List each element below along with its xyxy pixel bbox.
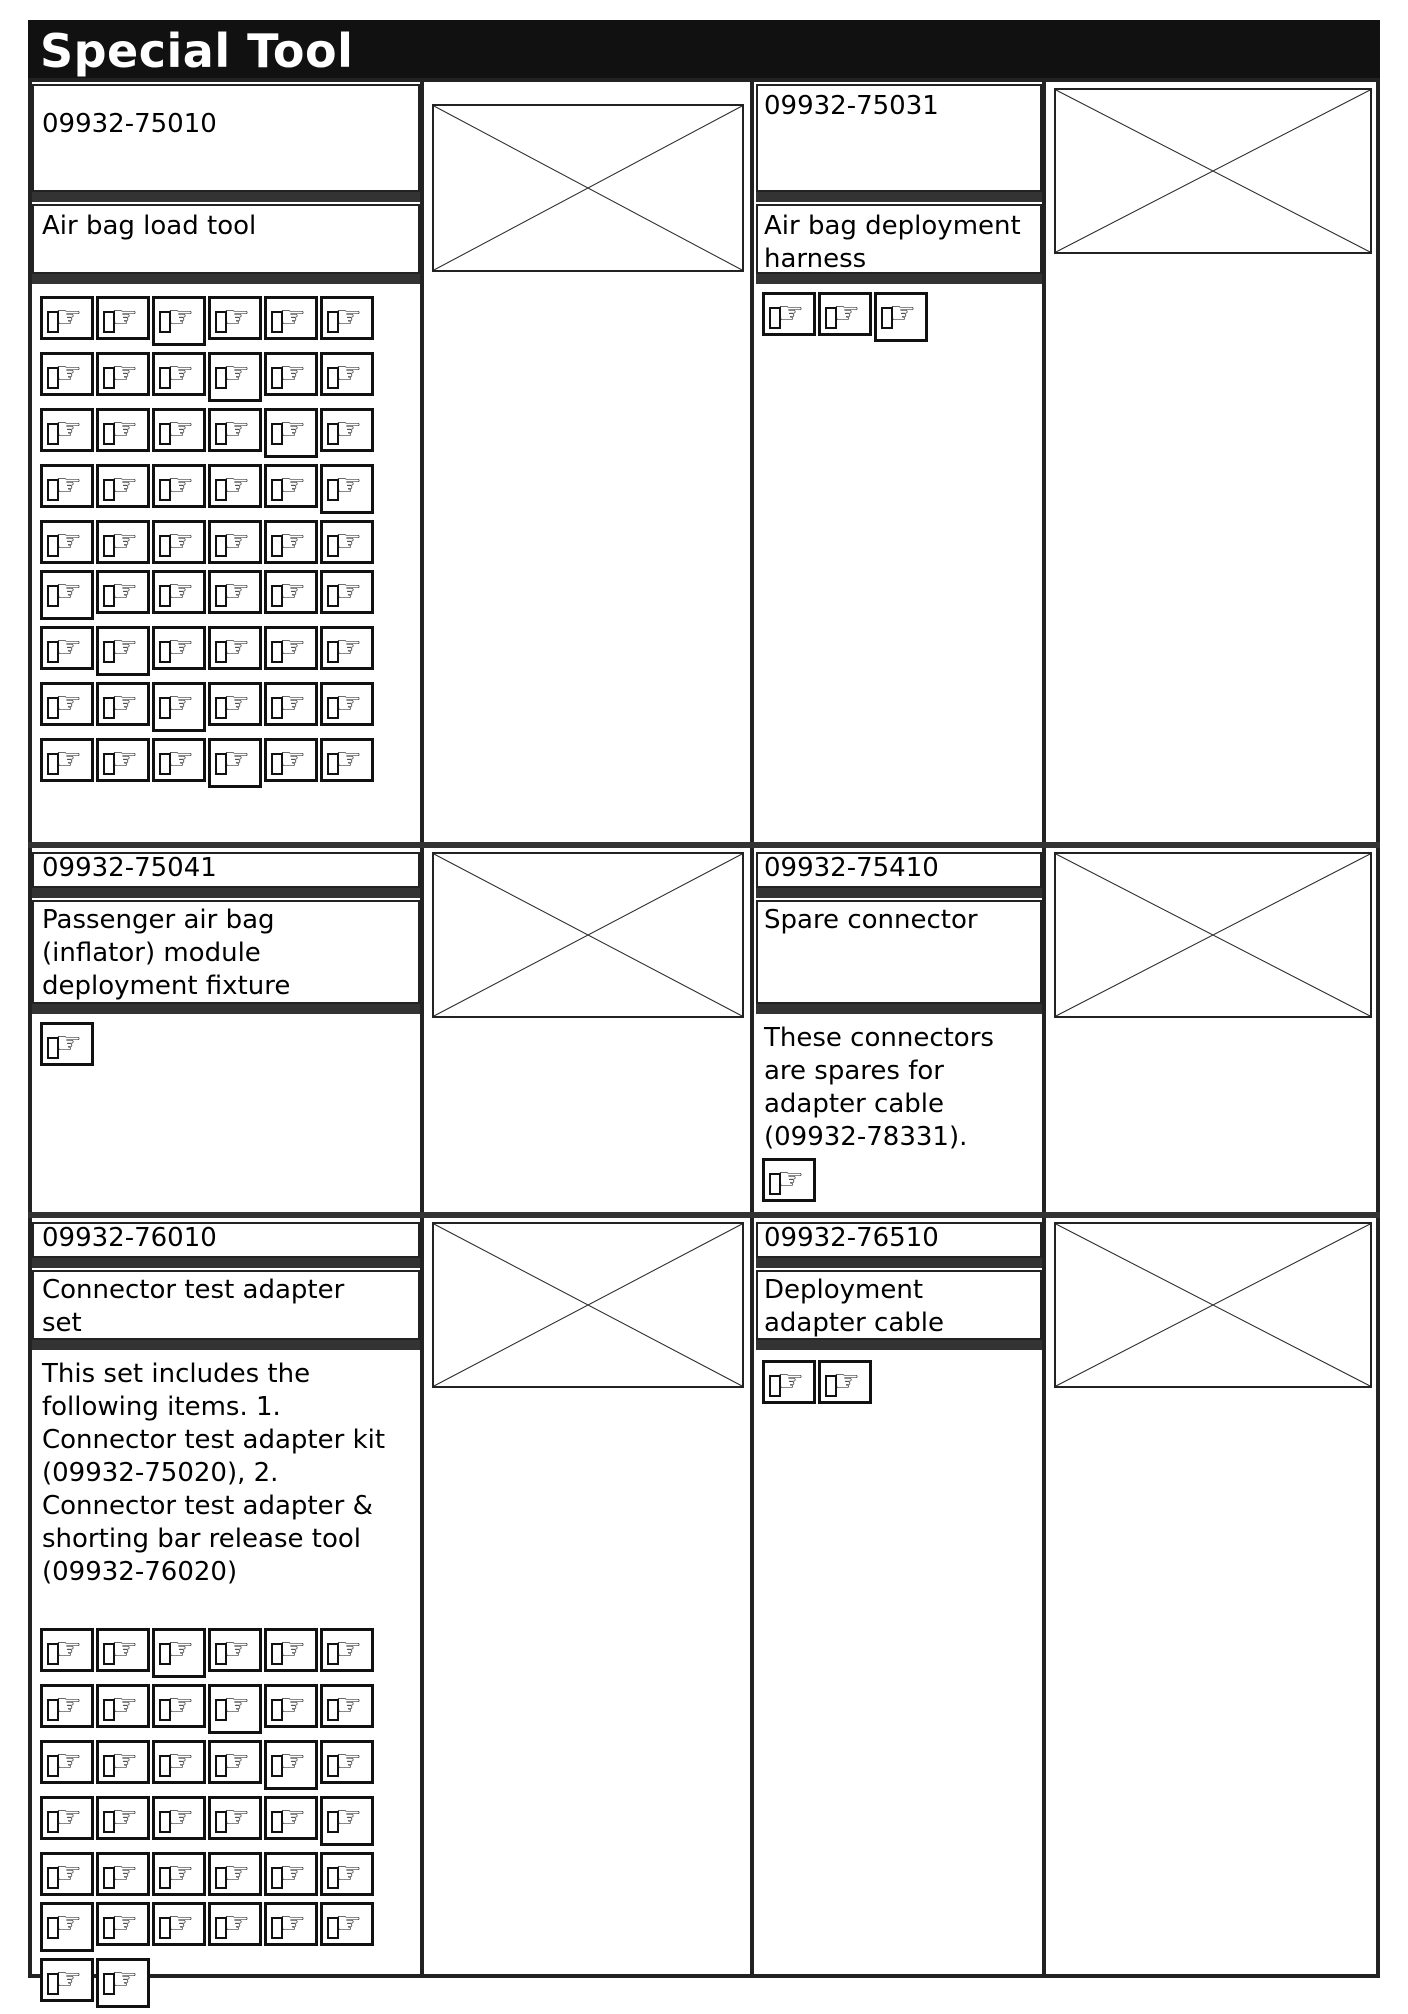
pointing-hand-icon[interactable] — [40, 1022, 94, 1066]
separator-band — [32, 888, 420, 898]
reference-icon-group — [40, 296, 410, 794]
pointing-hand-icon[interactable] — [208, 520, 262, 564]
separator-band — [756, 888, 1042, 898]
separator-band — [32, 192, 420, 202]
pointing-hand-icon[interactable] — [320, 408, 374, 452]
part-number: 09932-75410 — [764, 853, 939, 883]
pointing-hand-icon[interactable] — [208, 296, 262, 340]
pointing-hand-icon[interactable] — [96, 626, 150, 676]
pointing-hand-icon[interactable] — [152, 1628, 206, 1678]
pointing-hand-icon[interactable] — [96, 1902, 150, 1946]
pointing-hand-icon[interactable] — [320, 626, 374, 670]
tool-note: This set includes the following items. 1. Connector test adapter kit (09932-75020), 2. Connector test adapter & shorting bar release tool (09932-76020) — [42, 1359, 394, 1587]
pointing-hand-icon[interactable] — [818, 1360, 872, 1404]
tool-image-placeholder — [432, 1222, 744, 1388]
reference-icon-group — [762, 292, 962, 348]
pointing-hand-icon[interactable] — [152, 408, 206, 452]
tool-image-placeholder — [432, 852, 744, 1018]
pointing-hand-icon[interactable] — [40, 296, 94, 340]
pointing-hand-icon[interactable] — [152, 1796, 206, 1840]
tool-image-placeholder — [432, 104, 744, 272]
pointing-hand-icon[interactable] — [320, 1628, 374, 1672]
pointing-hand-icon[interactable] — [208, 1740, 262, 1784]
separator-band — [32, 274, 420, 284]
pointing-hand-icon[interactable] — [152, 464, 206, 508]
pointing-hand-icon[interactable] — [264, 1628, 318, 1672]
pointing-hand-icon[interactable] — [40, 1852, 94, 1896]
pointing-hand-icon[interactable] — [208, 1902, 262, 1946]
tool-image-placeholder — [1054, 88, 1372, 254]
separator-band — [32, 1340, 420, 1350]
pointing-hand-icon[interactable] — [96, 1628, 150, 1672]
pointing-hand-icon[interactable] — [40, 626, 94, 670]
pointing-hand-icon[interactable] — [320, 296, 374, 340]
tool-name: Air bag deployment harness — [764, 211, 1029, 274]
pointing-hand-icon[interactable] — [264, 738, 318, 782]
reference-icon-group — [40, 1628, 390, 2014]
pointing-hand-icon[interactable] — [40, 738, 94, 782]
separator-band — [756, 1258, 1042, 1268]
column-divider — [750, 78, 754, 1978]
pointing-hand-icon[interactable] — [320, 1740, 374, 1784]
pointing-hand-icon[interactable] — [320, 570, 374, 614]
pointing-hand-icon[interactable] — [40, 520, 94, 564]
pointing-hand-icon[interactable] — [152, 1740, 206, 1784]
pointing-hand-icon[interactable] — [40, 464, 94, 508]
pointing-hand-icon[interactable] — [208, 682, 262, 726]
separator-band — [756, 192, 1042, 202]
pointing-hand-icon[interactable] — [96, 520, 150, 564]
pointing-hand-icon[interactable] — [96, 738, 150, 782]
pointing-hand-icon[interactable] — [96, 1852, 150, 1896]
pointing-hand-icon[interactable] — [762, 1158, 816, 1202]
pointing-hand-icon[interactable] — [208, 626, 262, 670]
tool-name: Spare connector — [764, 905, 978, 935]
pointing-hand-icon[interactable] — [40, 1958, 94, 2002]
column-divider — [420, 78, 424, 1978]
pointing-hand-icon[interactable] — [320, 1684, 374, 1728]
pointing-hand-icon[interactable] — [40, 1684, 94, 1728]
pointing-hand-icon[interactable] — [320, 464, 374, 514]
pointing-hand-icon[interactable] — [320, 1852, 374, 1896]
pointing-hand-icon[interactable] — [96, 352, 150, 396]
column-divider — [1042, 78, 1046, 1978]
pointing-hand-icon[interactable] — [40, 1740, 94, 1784]
pointing-hand-icon[interactable] — [320, 682, 374, 726]
separator-band — [32, 1258, 420, 1268]
pointing-hand-icon[interactable] — [208, 1796, 262, 1840]
pointing-hand-icon[interactable] — [152, 1852, 206, 1896]
pointing-hand-icon[interactable] — [96, 464, 150, 508]
pointing-hand-icon[interactable] — [96, 570, 150, 614]
pointing-hand-icon[interactable] — [152, 738, 206, 782]
pointing-hand-icon[interactable] — [96, 1740, 150, 1784]
pointing-hand-icon[interactable] — [96, 1796, 150, 1840]
pointing-hand-icon[interactable] — [152, 626, 206, 670]
tool-name: Passenger air bag (inflator) module deployment fixture — [42, 905, 291, 1001]
separator-band — [756, 274, 1042, 284]
part-number: 09932-76010 — [42, 1223, 217, 1253]
separator-band — [756, 1340, 1042, 1350]
pointing-hand-icon[interactable] — [320, 352, 374, 396]
pointing-hand-icon[interactable] — [208, 1684, 262, 1734]
pointing-hand-icon[interactable] — [152, 296, 206, 346]
pointing-hand-icon[interactable] — [264, 296, 318, 340]
tool-image-placeholder — [1054, 852, 1372, 1018]
page-title: Special Tool — [40, 24, 354, 78]
pointing-hand-icon[interactable] — [264, 1740, 318, 1790]
row-divider — [28, 842, 1380, 848]
pointing-hand-icon[interactable] — [208, 408, 262, 452]
pointing-hand-icon[interactable] — [152, 682, 206, 732]
pointing-hand-icon[interactable] — [264, 1902, 318, 1946]
pointing-hand-icon[interactable] — [96, 1958, 150, 2008]
pointing-hand-icon[interactable] — [208, 1628, 262, 1672]
pointing-hand-icon[interactable] — [264, 1796, 318, 1840]
pointing-hand-icon[interactable] — [40, 1628, 94, 1672]
part-number: 09932-76510 — [764, 1223, 939, 1253]
page-title-bar — [28, 20, 1380, 78]
pointing-hand-icon[interactable] — [152, 570, 206, 614]
pointing-hand-icon[interactable] — [264, 570, 318, 614]
pointing-hand-icon[interactable] — [874, 292, 928, 342]
tool-name: Deployment adapter cable — [764, 1275, 944, 1338]
pointing-hand-icon[interactable] — [152, 1684, 206, 1728]
pointing-hand-icon[interactable] — [818, 292, 872, 336]
pointing-hand-icon[interactable] — [96, 408, 150, 452]
part-number: 09932-75031 — [764, 91, 939, 121]
pointing-hand-icon[interactable] — [320, 1902, 374, 1946]
pointing-hand-icon[interactable] — [96, 1684, 150, 1728]
tool-note: These connectors are spares for adapter cable (09932-78331). — [764, 1023, 1003, 1152]
part-number: 09932-75041 — [42, 853, 217, 883]
pointing-hand-icon[interactable] — [40, 682, 94, 726]
pointing-hand-icon[interactable] — [40, 1796, 94, 1840]
pointing-hand-icon[interactable] — [208, 570, 262, 614]
pointing-hand-icon[interactable] — [152, 520, 206, 564]
pointing-hand-icon[interactable] — [40, 352, 94, 396]
tool-name: Air bag load tool — [42, 211, 257, 241]
pointing-hand-icon[interactable] — [152, 1902, 206, 1946]
pointing-hand-icon[interactable] — [96, 296, 150, 340]
pointing-hand-icon[interactable] — [152, 352, 206, 396]
pointing-hand-icon[interactable] — [40, 408, 94, 452]
separator-band — [32, 1004, 420, 1014]
pointing-hand-icon[interactable] — [264, 408, 318, 458]
reference-icon-group — [40, 1022, 240, 1072]
pointing-hand-icon[interactable] — [208, 738, 262, 788]
pointing-hand-icon[interactable] — [320, 1796, 374, 1846]
pointing-hand-icon[interactable] — [320, 738, 374, 782]
pointing-hand-icon[interactable] — [264, 682, 318, 726]
row-divider — [28, 1212, 1380, 1218]
separator-band — [756, 1004, 1042, 1014]
pointing-hand-icon[interactable] — [264, 464, 318, 508]
pointing-hand-icon[interactable] — [264, 1852, 318, 1896]
tool-name: Connector test adapter set — [42, 1275, 353, 1338]
pointing-hand-icon[interactable] — [40, 1902, 94, 1952]
pointing-hand-icon[interactable] — [264, 520, 318, 564]
pointing-hand-icon[interactable] — [320, 520, 374, 564]
tool-image-placeholder — [1054, 1222, 1372, 1388]
pointing-hand-icon[interactable] — [208, 1852, 262, 1896]
pointing-hand-icon[interactable] — [208, 352, 262, 402]
part-number: 09932-75010 — [42, 109, 217, 139]
pointing-hand-icon[interactable] — [208, 464, 262, 508]
pointing-hand-icon[interactable] — [264, 626, 318, 670]
reference-icon-group — [762, 1360, 912, 1410]
pointing-hand-icon[interactable] — [40, 570, 94, 620]
pointing-hand-icon[interactable] — [96, 682, 150, 726]
pointing-hand-icon[interactable] — [264, 352, 318, 396]
reference-icon-group — [762, 1158, 862, 1208]
pointing-hand-icon[interactable] — [264, 1684, 318, 1728]
pointing-hand-icon[interactable] — [762, 292, 816, 336]
pointing-hand-icon[interactable] — [762, 1360, 816, 1404]
